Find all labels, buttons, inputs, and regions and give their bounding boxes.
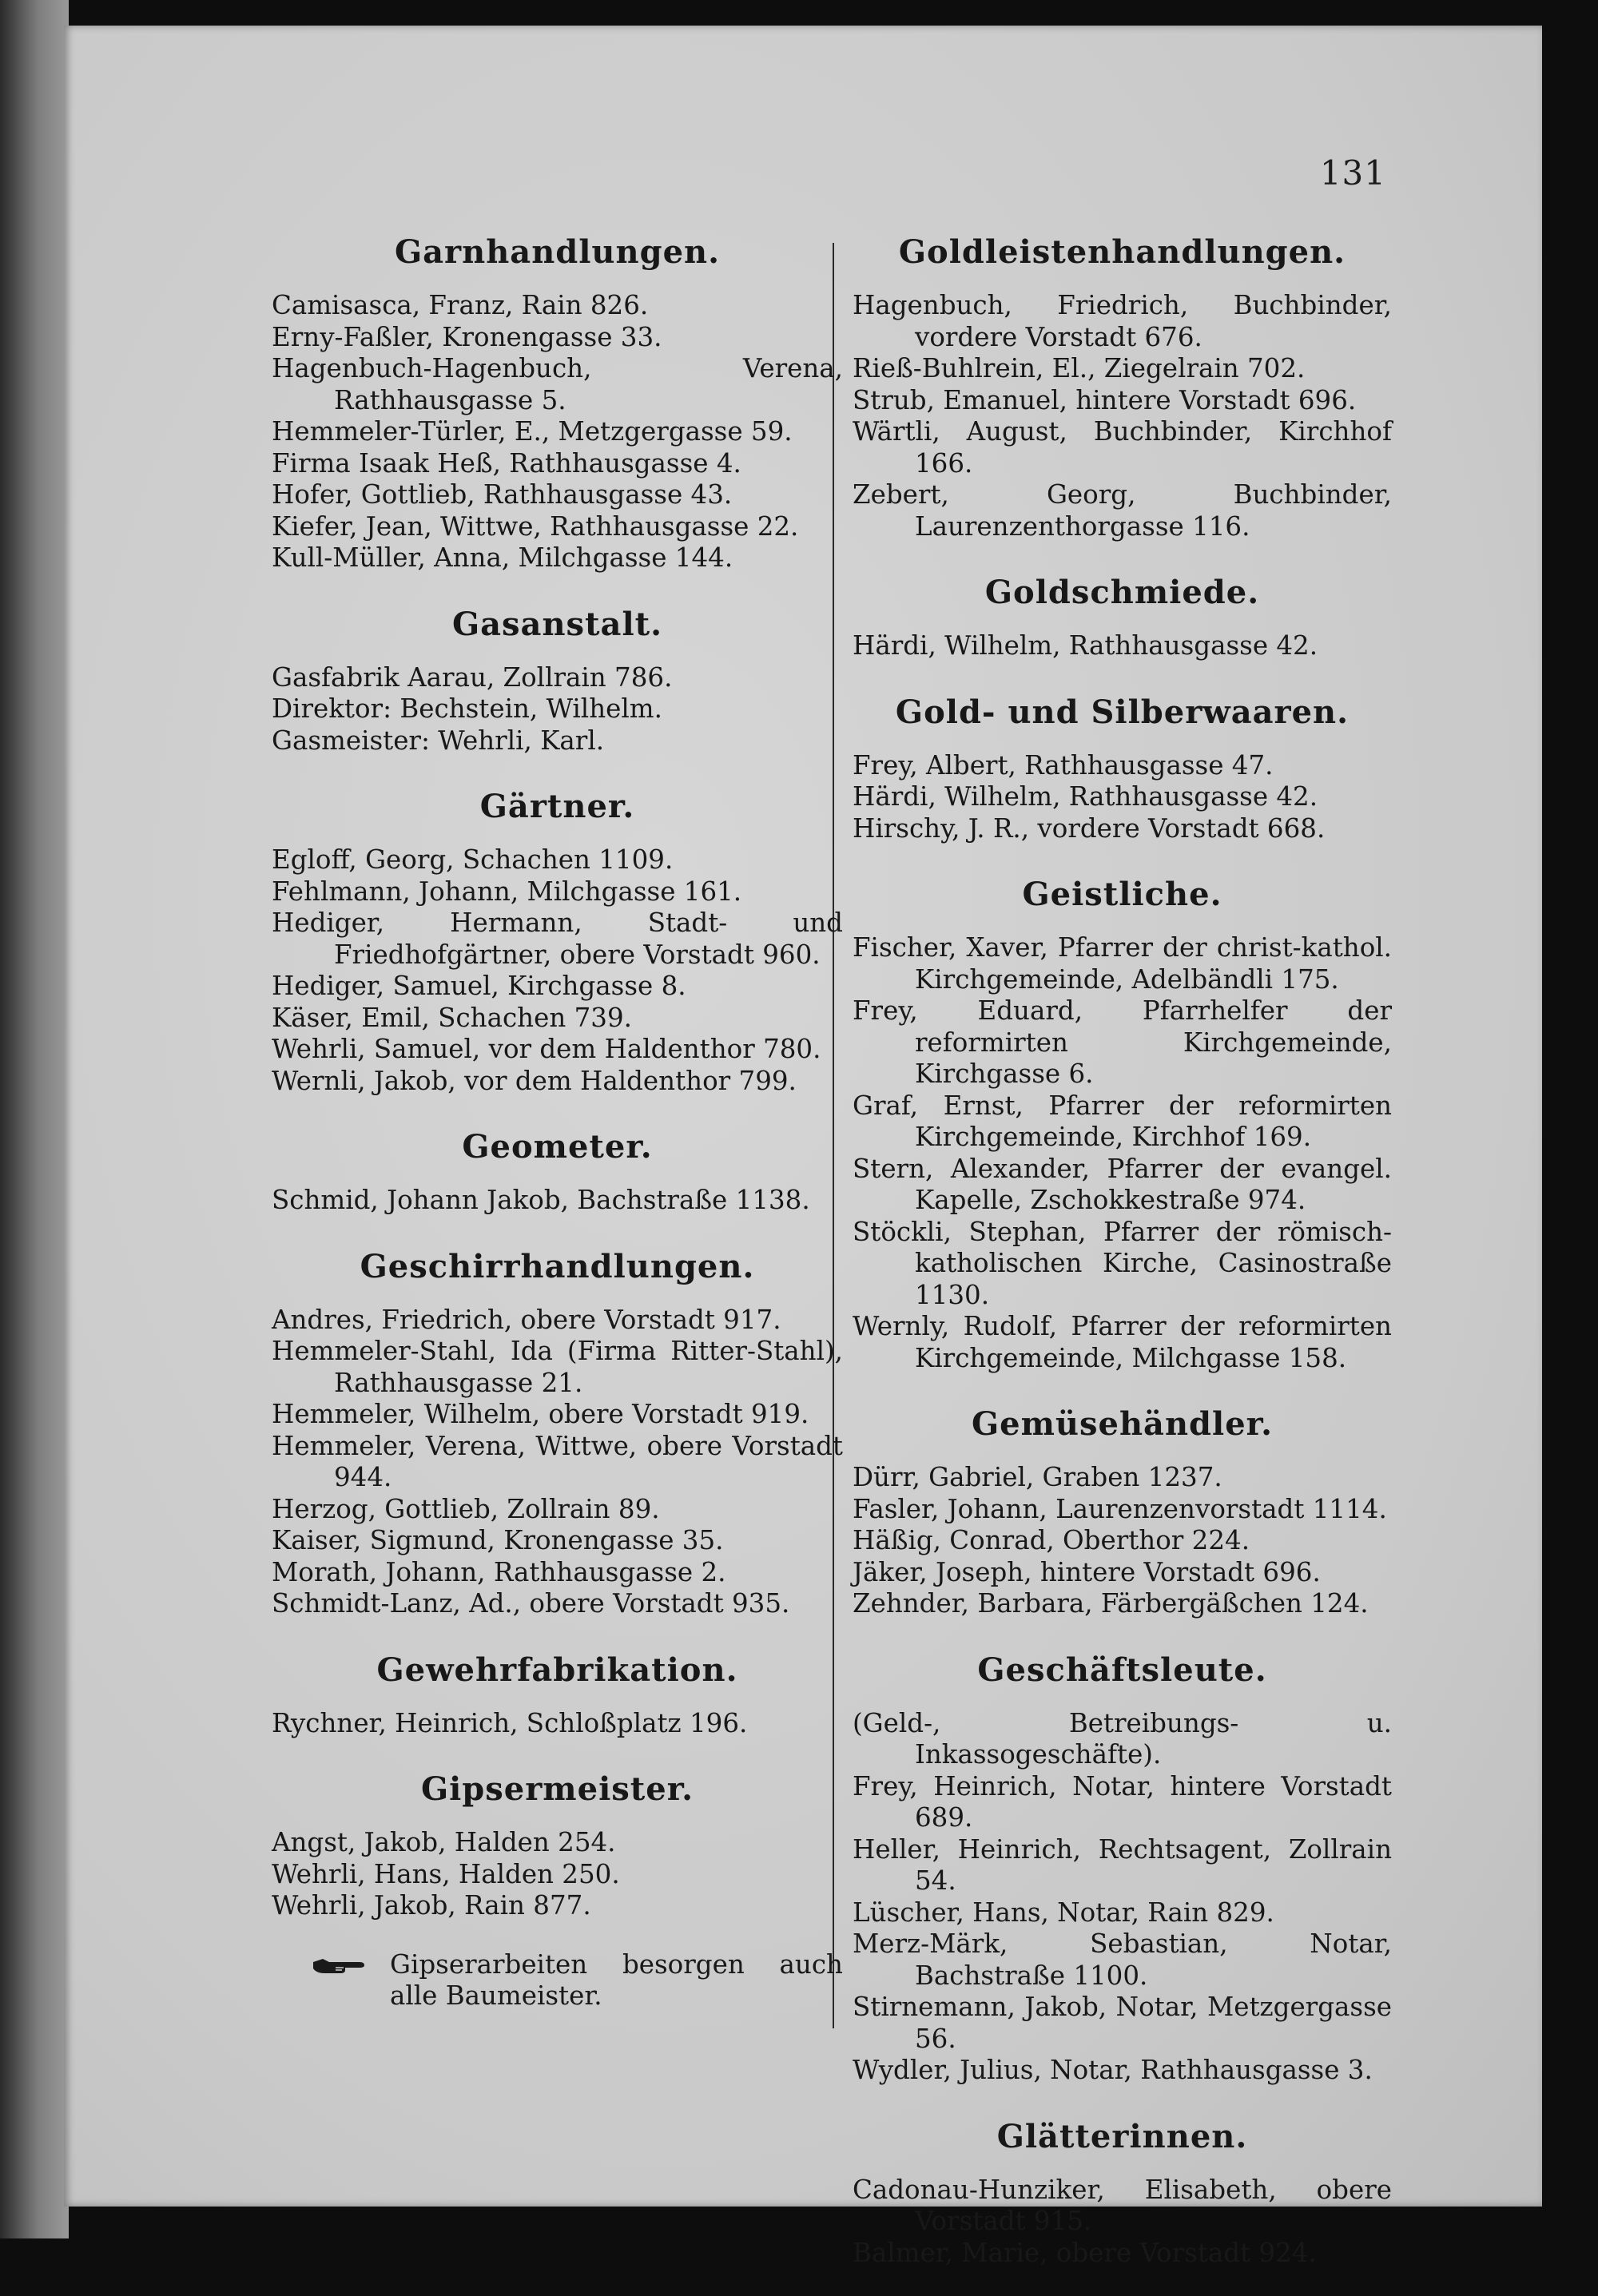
directory-section — [853, 689, 1392, 845]
directory-entry: Wehrli, Jakob, Rain 877. — [272, 1890, 591, 1921]
directory-entry: Frey, Albert, Rathhausgasse 47. — [853, 749, 1274, 781]
directory-entry: Frey, Heinrich, Notar, hintere Vorstadt 689. — [853, 1770, 1392, 1833]
directory-entry: Wärtli, August, Buchbinder, Kirchhof 166. — [853, 416, 1392, 479]
directory-entry: Dürr, Gabriel, Graben 1237. — [853, 1462, 1222, 1492]
directory-section — [272, 1124, 843, 1217]
directory-entry: Lüscher, Hans, Notar, Rain 829. — [853, 1897, 1274, 1928]
directory-entry: Balmer, Marie, obere Vorstadt 924. — [853, 2237, 1317, 2268]
directory-entry: Härdi, Wilhelm, Rathhausgasse 42. — [853, 781, 1318, 812]
directory-entry: Rieß-Buhlrein, El., Ziegelrain 702. — [853, 353, 1306, 383]
section-heading: Goldleistenhandlungen. — [898, 233, 1346, 271]
directory-entry: Zehnder, Barbara, Färbergäßchen 124. — [853, 1588, 1369, 1619]
directory-entry: Kaiser, Sigmund, Kronengasse 35. — [272, 1525, 724, 1555]
directory-entry: Angst, Jakob, Halden 254. — [272, 1827, 616, 1857]
directory-entry: Jäker, Joseph, hintere Vorstadt 696. — [853, 1556, 1321, 1587]
directory-entry: Rychner, Heinrich, Schloßplatz 196. — [272, 1707, 748, 1738]
directory-entry: Schmid, Johann Jakob, Bachstraße 1138. — [272, 1185, 810, 1215]
section-heading: Garnhandlungen. — [394, 233, 721, 271]
directory-entry: Hemmeler, Wilhelm, obere Vorstadt 919. — [272, 1399, 809, 1429]
left-column — [272, 229, 843, 2012]
directory-entry: Stern, Alexander, Pfarrer der evangel. Kapelle, Zschokkestraße 974. — [853, 1153, 1392, 1215]
section-heading: Geometer. — [462, 1128, 653, 1166]
pointing-hand-icon — [312, 1954, 368, 1978]
section-heading: Geistliche. — [1022, 876, 1222, 913]
directory-entry: Stirnemann, Jakob, Notar, Metzgergasse 56. — [853, 1992, 1392, 2054]
directory-entry: Wehrli, Hans, Halden 250. — [272, 1858, 620, 1889]
directory-entry: Cadonau-Hunziker, Elisabeth, obere Vorstadt 915. — [853, 2174, 1392, 2236]
directory-entry: Hagenbuch-Hagenbuch, Verena, Rathhausgasse 5. — [272, 353, 843, 415]
directory-entry: Wernly, Rudolf, Pfarrer der reformirten Kirchgemeinde, Milchgasse 158. — [853, 1311, 1392, 1373]
directory-entry: Zebert, Georg, Buchbinder, Laurenzenthorgasse 116. — [853, 479, 1392, 542]
directory-entry: Hirschy, J. R., vordere Vorstadt 668. — [853, 812, 1326, 844]
section-heading: Gewehrfabrikation. — [376, 1650, 738, 1689]
section-heading: Gemüsehändler. — [971, 1405, 1273, 1443]
directory-section — [272, 229, 843, 574]
directory-entry: Käser, Emil, Schachen 739. — [272, 1002, 632, 1033]
directory-entry: Heller, Heinrich, Rechtsagent, Zollrain 54. — [853, 1833, 1392, 1896]
directory-entry: Herzog, Gottlieb, Zollrain 89. — [272, 1493, 660, 1524]
page-number: 131 — [1319, 153, 1386, 193]
section-heading: Geschirrhandlungen. — [360, 1247, 755, 1285]
directory-entry: Stöckli, Stephan, Pfarrer der römisch-katholischen Kirche, Casinostraße 1130. — [853, 1216, 1392, 1310]
directory-entry: Hofer, Gottlieb, Rathhausgasse 43. — [272, 479, 733, 510]
directory-entry: Wernli, Jakob, vor dem Haldenthor 799. — [272, 1065, 797, 1096]
section-heading: Goldschmiede. — [984, 574, 1260, 611]
directory-entry: Direktor: Bechstein, Wilhelm. — [272, 693, 662, 724]
section-heading: Geschäftsleute. — [977, 1650, 1267, 1689]
directory-entry: Häßig, Conrad, Oberthor 224. — [853, 1525, 1250, 1555]
right-column — [853, 229, 1392, 2296]
directory-entry: Andres, Friedrich, obere Vorstadt 917. — [272, 1304, 781, 1335]
book-binding — [0, 0, 69, 2238]
directory-entry: Hemmeler-Stahl, Ida (Firma Ritter-Stahl), Rathhausgasse 21. — [272, 1336, 843, 1398]
directory-section — [272, 1766, 843, 1922]
directory-entry: Firma Isaak Heß, Rathhausgasse 4. — [272, 447, 741, 479]
directory-section — [853, 2114, 1392, 2270]
directory-entry: Gasfabrik Aarau, Zollrain 786. — [272, 661, 673, 693]
directory-entry: (Geld-, Betreibungs- u. Inkassogeschäfte). — [853, 1707, 1392, 1770]
directory-entry: Hemmeler-Türler, E., Metzgergasse 59. — [272, 416, 793, 447]
section-heading: Glätterinnen. — [996, 2117, 1248, 2155]
directory-entry: Hediger, Hermann, Stadt- und Friedhofgärtner, obere Vorstadt 960. — [272, 908, 843, 970]
section-heading: Gasanstalt. — [451, 605, 663, 643]
directory-entry: Wehrli, Samuel, vor dem Haldenthor 780. — [272, 1034, 821, 1064]
directory-entry: Wydler, Julius, Notar, Rathhausgasse 3. — [853, 2055, 1373, 2085]
section-heading: Gold- und Silberwaaren. — [895, 693, 1350, 731]
gipser-note — [272, 1949, 843, 2012]
directory-section — [272, 602, 843, 757]
directory-entry: Graf, Ernst, Pfarrer der reformirten Kirchgemeinde, Kirchhof 169. — [853, 1090, 1392, 1152]
directory-entry: Hediger, Samuel, Kirchgasse 8. — [272, 971, 686, 1001]
directory-section — [853, 570, 1392, 662]
section-heading: Gärtner. — [479, 788, 635, 825]
directory-entry: Schmidt-Lanz, Ad., obere Vorstadt 935. — [272, 1588, 790, 1619]
directory-entry: Frey, Eduard, Pfarrhelfer der reformirten Kirchgemeinde, Kirchgasse 6. — [853, 995, 1392, 1089]
directory-entry: Kiefer, Jean, Wittwe, Rathhausgasse 22. — [272, 510, 799, 542]
directory-entry: Hemmeler, Verena, Wittwe, obere Vorstadt 944. — [272, 1430, 843, 1492]
directory-entry: Fischer, Xaver, Pfarrer der christ-kathol. Kirchgemeinde, Adelbändli 175. — [853, 932, 1392, 995]
directory-entry: Merz-Märk, Sebastian, Notar, Bachstraße 1100. — [853, 1929, 1392, 1991]
directory-section — [853, 1401, 1392, 1620]
section-heading: Gipsermeister. — [420, 1770, 694, 1808]
directory-section — [853, 1647, 1392, 2087]
directory-section — [272, 1647, 843, 1740]
directory-entry: Gasmeister: Wehrli, Karl. — [272, 725, 605, 756]
directory-entry: Strub, Emanuel, hintere Vorstadt 696. — [853, 384, 1357, 415]
directory-entry: Fasler, Johann, Laurenzenvorstadt 1114. — [853, 1493, 1387, 1524]
right-sections — [853, 229, 1392, 2269]
directory-entry: Kull-Müller, Anna, Milchgasse 144. — [272, 542, 733, 573]
directory-entry: Camisasca, Franz, Rain 826. — [272, 290, 649, 320]
left-sections — [272, 229, 843, 1922]
directory-entry: Fehlmann, Johann, Milchgasse 161. — [272, 876, 742, 907]
directory-entry: Egloff, Georg, Schachen 1109. — [272, 844, 674, 875]
note-text: Gipserarbeiten besorgen auch alle Baumeister. — [390, 1948, 843, 2011]
directory-section — [853, 229, 1392, 542]
directory-section — [853, 872, 1392, 1374]
directory-entry: Hagenbuch, Friedrich, Buchbinder, vordere Vorstadt 676. — [853, 290, 1392, 352]
directory-entry: Erny-Faßler, Kronengasse 33. — [272, 321, 662, 352]
directory-section — [272, 784, 843, 1097]
directory-entry: Morath, Johann, Rathhausgasse 2. — [272, 1556, 726, 1587]
directory-entry: Härdi, Wilhelm, Rathhausgasse 42. — [853, 630, 1318, 661]
document-page — [64, 26, 1542, 2268]
directory-section — [272, 1244, 843, 1620]
